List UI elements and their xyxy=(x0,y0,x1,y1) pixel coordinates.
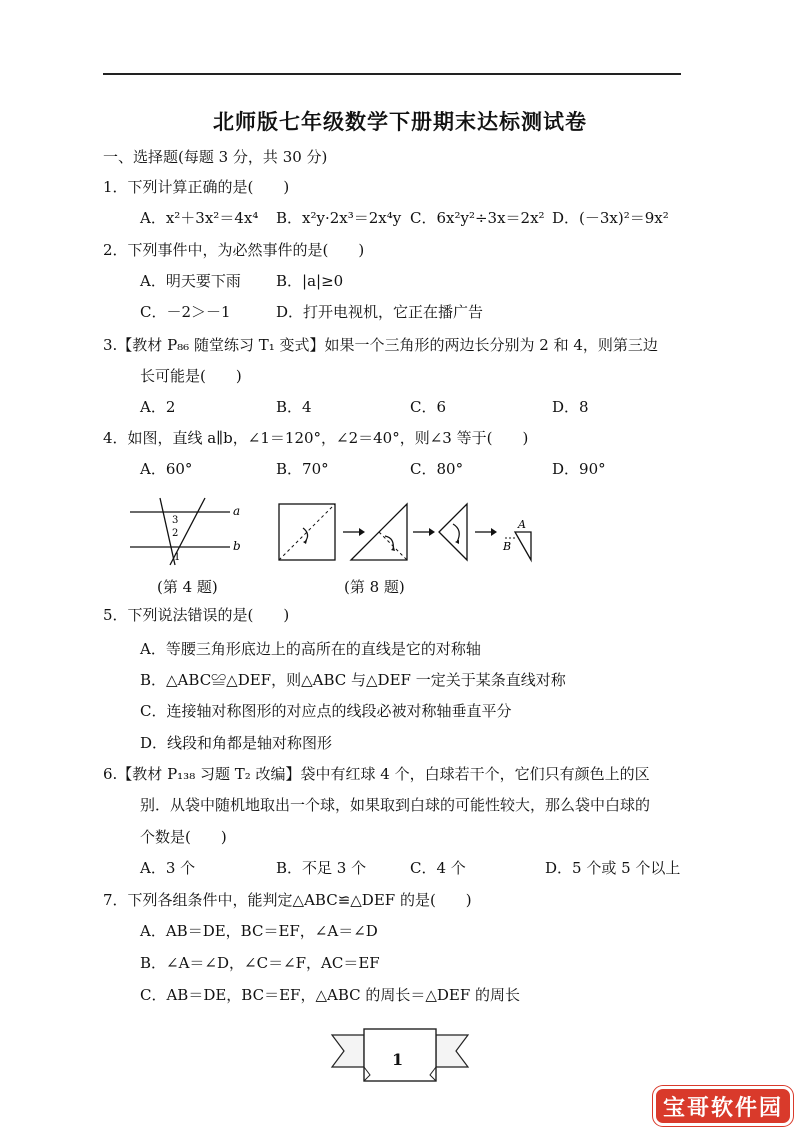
q3-option-d: D．8 xyxy=(552,398,589,416)
q4-stem: 4．如图，直线 a∥b，∠1＝120°，∠2＝40°，则∠3 等于( ) xyxy=(103,429,529,447)
label-3: 3 xyxy=(172,515,179,526)
q1-option-c: C．6x²y²÷3x＝2x² xyxy=(410,209,545,227)
page-number: 1 xyxy=(392,1050,404,1069)
q3-option-a: A．2 xyxy=(140,398,176,416)
figure-q8-paper-folding xyxy=(275,498,545,570)
arrow-icon xyxy=(491,528,497,536)
q2-option-d: D．打开电视机，它正在播广告 xyxy=(276,303,484,321)
q7-option-c: C．AB＝DE，BC＝EF，△ABC 的周长＝△DEF 的周长 xyxy=(140,986,521,1004)
arrow-icon xyxy=(359,528,365,536)
q2-option-a: A．明天要下雨 xyxy=(140,272,241,290)
q7-option-a: A．AB＝DE，BC＝EF，∠A＝∠D xyxy=(140,922,378,940)
section-heading: 一、选择题(每题 3 分，共 30 分) xyxy=(103,148,328,166)
q4-option-d: D．90° xyxy=(552,460,606,478)
q6-stem-line1: 6.【教材 P₁₃₈ 习题 T₂ 改编】袋中有红球 4 个，白球若干个，它们只有颜色上的区 xyxy=(103,765,650,783)
q5-stem: 5．下列说法错误的是( ) xyxy=(103,606,290,624)
figure-q8-caption: (第 8 题) xyxy=(344,578,405,596)
q1-option-d: D．(－3x)²＝9x² xyxy=(552,209,669,227)
q5-option-d: D．线段和角都是轴对称图形 xyxy=(140,734,333,752)
q6-option-b: B．不足 3 个 xyxy=(276,859,367,877)
q3-stem-line2: 长可能是( ) xyxy=(140,367,242,385)
q4-option-a: A．60° xyxy=(140,460,193,478)
q3-option-b: B．4 xyxy=(276,398,312,416)
label-1: 1 xyxy=(174,552,181,563)
q5-option-a: A．等腰三角形底边上的高所在的直线是它的对称轴 xyxy=(140,640,481,658)
q4-option-b: B．70° xyxy=(276,460,329,478)
q6-option-d: D．5 个或 5 个以上 xyxy=(545,859,681,877)
q1-option-a: A．x²＋3x²＝4x⁴ xyxy=(140,209,259,227)
q3-stem-line1: 3.【教材 P₈₆ 随堂练习 T₁ 变式】如果一个三角形的两边长分别为 2 和 4，则第三边 xyxy=(103,336,658,354)
q7-option-b: B．∠A＝∠D，∠C＝∠F，AC＝EF xyxy=(140,954,380,972)
q4-option-c: C．80° xyxy=(410,460,464,478)
q2-stem: 2．下列事件中，为必然事件的是( ) xyxy=(103,241,365,259)
q2-option-b: B．|a|≥0 xyxy=(276,272,344,290)
q6-stem-line3: 个数是( ) xyxy=(140,828,227,846)
q2-option-c: C．－2＞－1 xyxy=(140,303,231,321)
q1-stem: 1．下列计算正确的是( ) xyxy=(103,178,290,196)
watermark-logo: 宝哥软件园 xyxy=(653,1086,793,1126)
q5-option-b: B．△ABC≌△DEF，则△ABC 与△DEF 一定关于某条直线对称 xyxy=(140,671,566,689)
q5-option-c: C．连接轴对称图形的对应点的线段必被对称轴垂直平分 xyxy=(140,702,512,720)
q3-option-c: C．6 xyxy=(410,398,447,416)
figure-q4-parallel-lines xyxy=(125,495,255,570)
label-A: A xyxy=(518,518,526,531)
q6-stem-line2: 别．从袋中随机地取出一个球，如果取到白球的可能性较大，那么袋中白球的 xyxy=(140,796,651,814)
q7-stem: 7．下列各组条件中，能判定△ABC≌△DEF 的是( ) xyxy=(103,891,472,909)
label-B: B xyxy=(503,540,512,553)
page-title: 北师版七年级数学下册期末达标测试卷 xyxy=(213,110,587,134)
label-a: a xyxy=(233,504,241,518)
top-rule xyxy=(103,73,681,75)
figure-q4-caption: (第 4 题) xyxy=(157,578,218,596)
label-b: b xyxy=(233,539,241,553)
arrow-icon xyxy=(429,528,435,536)
q6-option-a: A．3 个 xyxy=(140,859,196,877)
label-2: 2 xyxy=(172,528,179,539)
q1-option-b: B．x²y·2x³＝2x⁴y xyxy=(276,209,402,227)
q6-option-c: C．4 个 xyxy=(410,859,466,877)
